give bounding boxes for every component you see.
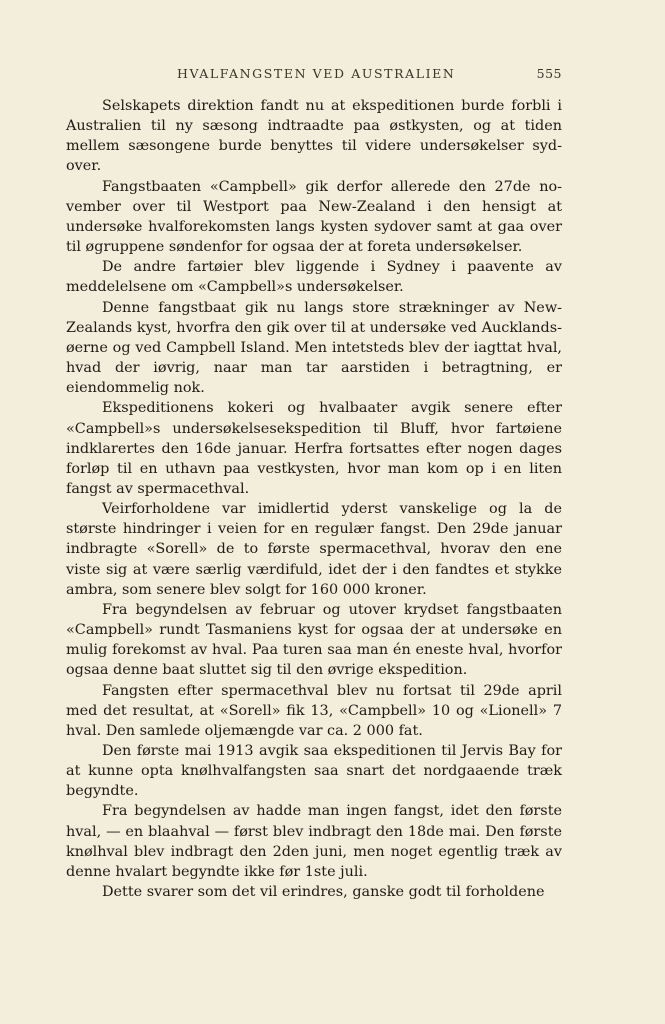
paragraph: Denne fangstbaat gik nu langs store strækninger av New-Zealands kyst, hvorfra den gik over til at undersøke ved Aucklands-øerne og ved Campbell Island. Men intetsteds blev der iagttat hval, hvad der iøvrig, naar man tar aarstiden i betragtning, er eiendommelig nok. <box>66 299 562 397</box>
paragraph: Den første mai 1913 avgik saa ekspeditionen til Jervis Bay for at kunne opta knølhvalfangsten saa snart det nordgaaende træk begyndte. <box>66 743 562 800</box>
paragraph: Fangsten efter spermacethval blev nu fortsat til 29de april med det resultat, at «Sorell» fik 13, «Campbell» 10 og «Lionell» 7 hval. Den samlede oljemængde var ca. 2 000 fat. <box>66 682 562 739</box>
paragraph: Ekspeditionens kokeri og hvalbaater avgik senere efter «Campbell»s undersøkelsesekspedition til Bluff, hvor fartøiene indklarertes den 16de januar. Herfra fortsattes efter nogen dages forløp til en uthavn paa vestkysten, hvor man kom op i en liten fangst av spermacethval. <box>66 400 562 497</box>
paragraph: Fangstbaaten «Campbell» gik derfor allerede den 27de no-vember over til Westport paa New-Zealand i den hensigt at undersøke hvalforekomsten langs kysten sydover samt at gaa over til øgruppene søndenfor for ogsaa der at foreta undersøkelser. <box>66 178 562 256</box>
paragraph: Selskapets direktion fandt nu at ekspeditionen burde forbli i Australien til ny sæsong indtraadte paa østkysten, og at tiden mellem sæsongene burde benyttes til videre undersøkelser syd-over. <box>66 98 562 175</box>
paragraph: Dette svarer som det vil erindres, ganske godt til forholdene <box>102 884 545 901</box>
paragraph: Fra begyndelsen av hadde man ingen fangst, idet den første hval, — en blaahval — først blev indbragt den 18de mai. Den første knølhval blev indbragt den 2den juni, men noget egentlig træk av denne hvalart begyndte ikke før 1ste juli. <box>66 803 562 880</box>
page-number: 555 <box>536 66 562 81</box>
paragraph: De andre fartøier blev liggende i Sydney i paavente av meddelelsene om «Campbell»s undersøkelser. <box>66 259 562 296</box>
paragraph: Fra begyndelsen av februar og utover krydset fangstbaaten «Campbell» rundt Tasmaniens kyst for ogsaa der at undersøke en mulig forekomst av hval. Paa turen saa man én eneste hval, hvorfor ogsaa denne baat sluttet sig til den øvrige ekspedition. <box>66 601 562 679</box>
paragraph: Veirforholdene var imidlertid yderst vanskelige og la de største hindringer i veien for en regulær fangst. Den 29de januar indbragte «Sorell» de to første spermacethval, hvorav den ene viste sig at være særlig værdifuld, idet der i den fandtes et stykke ambra, som senere blev solgt for 160 000 kroner. <box>66 501 562 598</box>
running-header <box>66 66 562 84</box>
body-text <box>66 96 562 902</box>
running-title: HVALFANGSTEN VED AUSTRALIEN <box>177 66 456 81</box>
